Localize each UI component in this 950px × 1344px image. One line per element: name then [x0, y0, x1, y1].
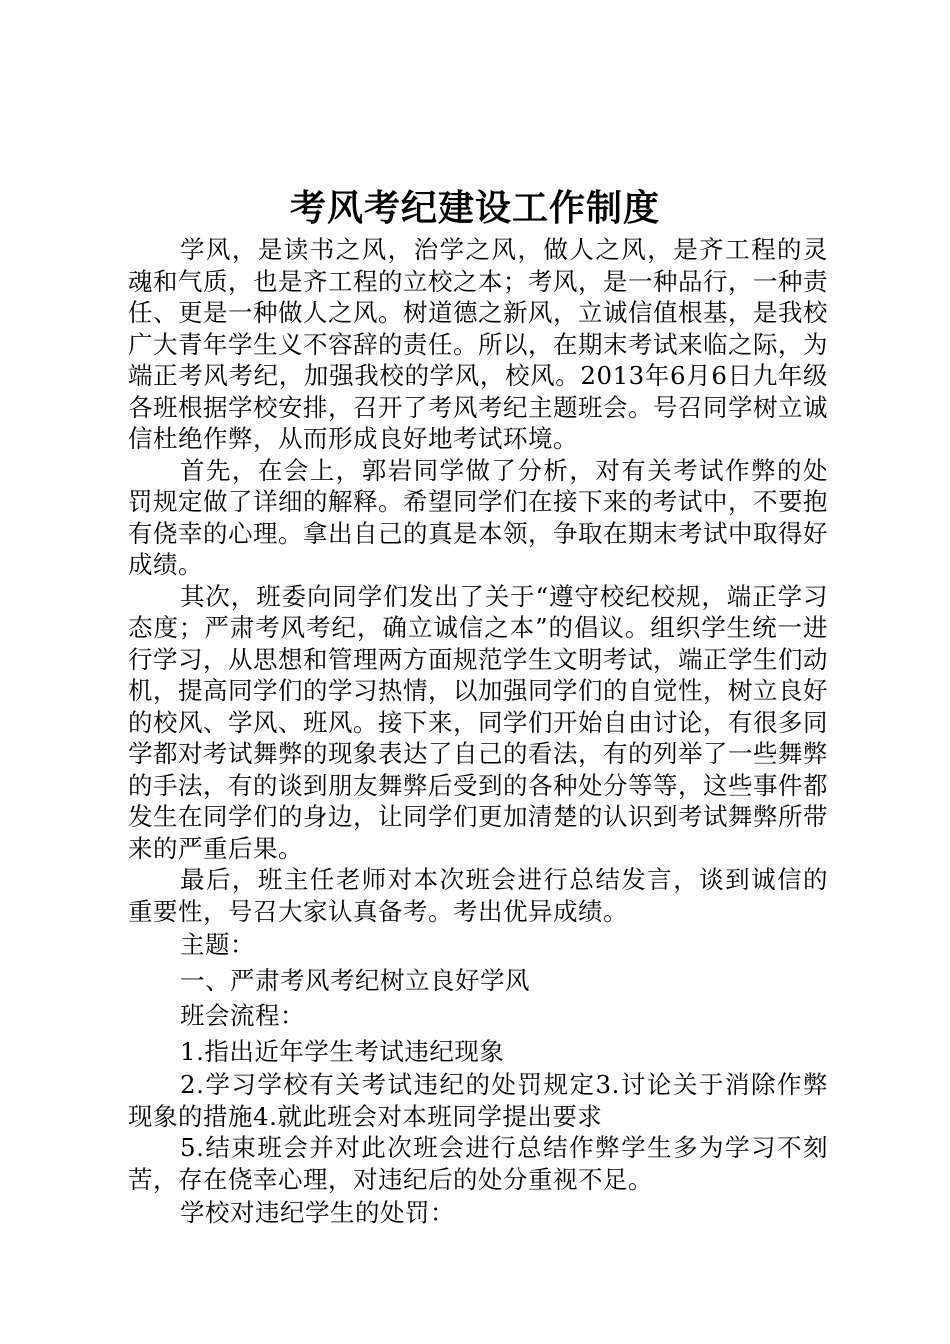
paragraph-finally: 最后，班主任老师对本次班会进行总结发言，谈到诚信的重要性，号召大家认真备考。考出优异成绩。: [128, 865, 828, 926]
theme-item: 一、严肃考风考纪树立良好学风: [180, 965, 530, 995]
procedure-step-5: 5.结束班会并对此次班会进行总结作弊学生多为学习不刻苦，存在侥幸心理，对违纪后的处分重视不足。: [128, 1133, 828, 1194]
document-body: [128, 234, 828, 1231]
procedure-step-2-4: 2.学习学校有关考试违纪的处罚规定3.讨论关于消除作弊现象的措施4.就此班会对本班同学提出要求: [128, 1070, 828, 1131]
document-title: 考风考纪建设工作制度: [289, 187, 660, 229]
paragraph-second: 其次，班委向同学们发出了关于“遵守校纪校规，端正学习态度；严肃考风考纪，确立诚信之本”的倡议。组织学生统一进行学习，从思想和管理两方面规范学生文明考试，端正学生们动机，提高同学们的学习热情，以加强同学们的自觉性，树立良好的校风、学风、班风。接下来，同学们开始自由讨论，有很多同学都对考试舞弊的现象表达了自己的看法，有的列举了一些舞弊的手法，有的谈到朋友舞弊后受到的各种处分等等，这些事件都发生在同学们的身边，让同学们更加清楚的认识到考试舞弊所带来的严重后果。: [128, 581, 828, 863]
paragraph-first: 首先，在会上，郭岩同学做了分析，对有关考试作弊的处罚规定做了详细的解释。希望同学们在接下来的考试中，不要抱有侥幸的心理。拿出自己的真是本领，争取在期末考试中取得好成绩。: [128, 455, 828, 579]
procedure-step-1: 1.指出近年学生考试违纪现象: [180, 1036, 505, 1066]
theme-label: 主题：: [180, 930, 255, 959]
penalty-label: 学校对违纪学生的处罚：: [180, 1198, 455, 1227]
procedure-label: 班会流程：: [180, 1001, 305, 1030]
paragraph-intro: 学风，是读书之风，治学之风，做人之风，是齐工程的灵魂和气质，也是齐工程的立校之本；考风，是一种品行，一种责任、更是一种做人之风。树道德之新风，立诚信值根基，是我校广大青年学生义不容辞的责任。所以，在期末考试来临之际，为端正考风考纪，加强我校的学风，校风。2013年6月6日九年级各班根据学校安排，召开了考风考纪主题班会。号召同学树立诚信杜绝作弊，从而形成良好地考试环境。: [128, 235, 828, 453]
